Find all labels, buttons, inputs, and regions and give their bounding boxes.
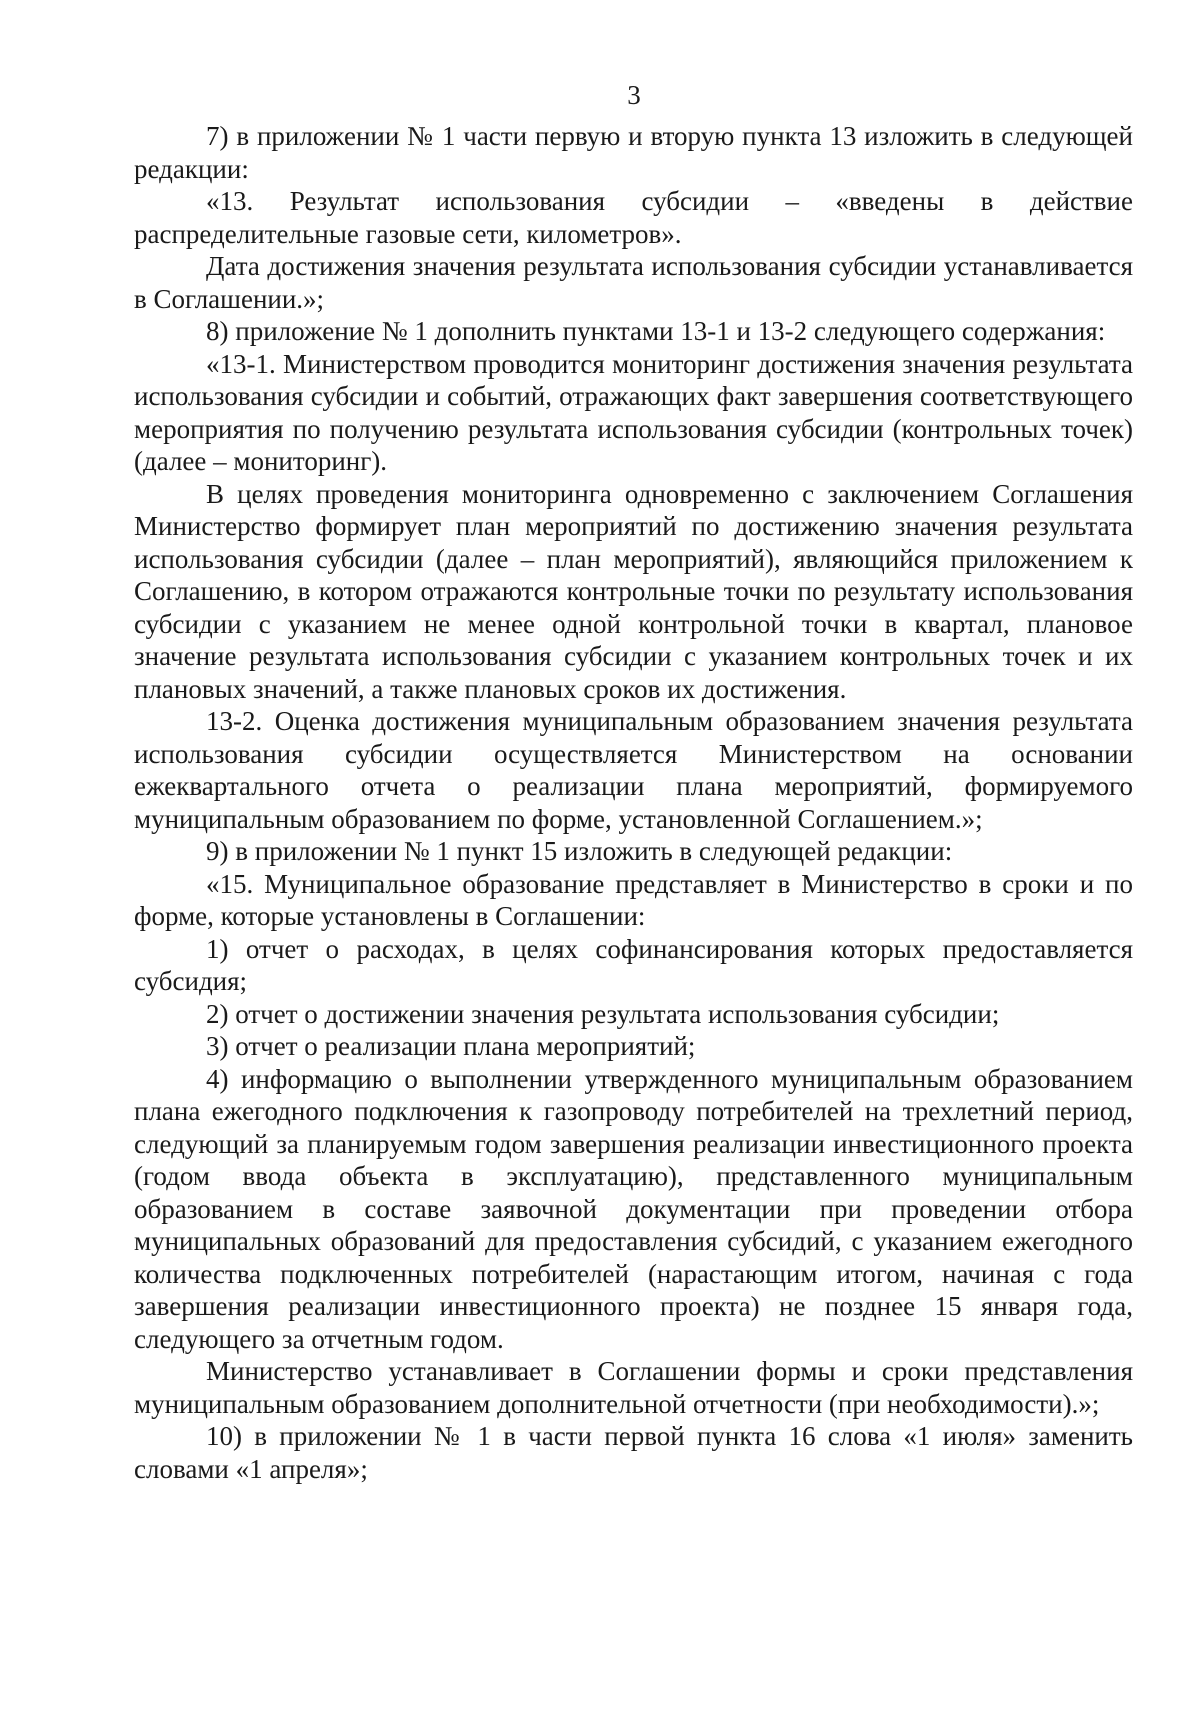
paragraph-report-1: 1) отчет о расходах, в целях софинансирования которых предоставляется субсидия; [134, 933, 1133, 996]
paragraph-additional-reporting: Министерство устанавливает в Соглашении формы и сроки представления муниципальным образованием дополнительной отчетности (при необходимости).»; [134, 1356, 1133, 1419]
document-body [134, 120, 1133, 1485]
paragraph-quote-15: «15. Муниципальное образование представляет в Министерство в сроки и по форме, которые установлены в Соглашении: [134, 868, 1133, 931]
paragraph-report-3: 3) отчет о реализации плана мероприятий; [206, 1031, 696, 1061]
paragraph-13-1: «13-1. Министерством проводится мониторинг достижения значения результата использования субсидии и событий, отражающих факт завершения соответствующего мероприятия по получению результата использования субсидии (контрольных точек) (далее – мониторинг). [134, 348, 1133, 476]
paragraph-item-10: 10) в приложении № 1 в части первой пункта 16 слова «1 июля» заменить словами «1 апреля»; [134, 1421, 1133, 1484]
paragraph-monitoring-plan: В целях проведения мониторинга одновременно с заключением Соглашения Министерство формирует план мероприятий по достижению значения результата использования субсидии (далее – план мероприятий), являющийся приложением к Соглашению, в котором отражаются контрольные точки по результату использования субсидии с указанием не менее одной контрольной точки в квартал, плановое значение результата использования субсидии с указанием контрольных точек и их плановых значений, а также плановых сроков их достижения. [134, 478, 1133, 704]
paragraph-item-9: 9) в приложении № 1 пункт 15 изложить в следующей редакции: [206, 836, 953, 866]
paragraph-date-result: Дата достижения значения результата использования субсидии устанавливается в Соглашении.»; [134, 251, 1133, 314]
paragraph-13-2: 13-2. Оценка достижения муниципальным образованием значения результата использования субсидии осуществляется Министерством на основании ежеквартального отчета о реализации плана мероприятий, формируемого муниципальным образованием по форме, установленной Соглашением.»; [134, 706, 1133, 834]
paragraph-item-7: 7) в приложении № 1 части первую и вторую пункта 13 изложить в следующей редакции: [134, 121, 1133, 184]
paragraph-quote-13: «13. Результат использования субсидии – «введены в действие распределительные газовые сети, километров». [134, 186, 1133, 249]
paragraph-report-2: 2) отчет о достижении значения результата использования субсидии; [206, 998, 1000, 1029]
page-number: 3 [627, 80, 641, 110]
paragraph-item-8: 8) приложение № 1 дополнить пунктами 13-1 и 13-2 следующего содержания: [206, 316, 1106, 346]
paragraph-report-4: 4) информацию о выполнении утвержденного муниципальным образованием плана ежегодного подключения к газопроводу потребителей на трехлетний период, следующий за планируемым годом завершения реализации инвестиционного проекта (годом ввода объекта в эксплуатацию), представленного муниципальным образованием в составе заявочной документации при проведении отбора муниципальных образований для предоставления субсидий, с указанием ежегодного количества подключенных потребителей (нарастающим итогом, начиная с года завершения реализации инвестиционного проекта) не позднее 15 января года, следующего за отчетным годом. [134, 1063, 1133, 1354]
